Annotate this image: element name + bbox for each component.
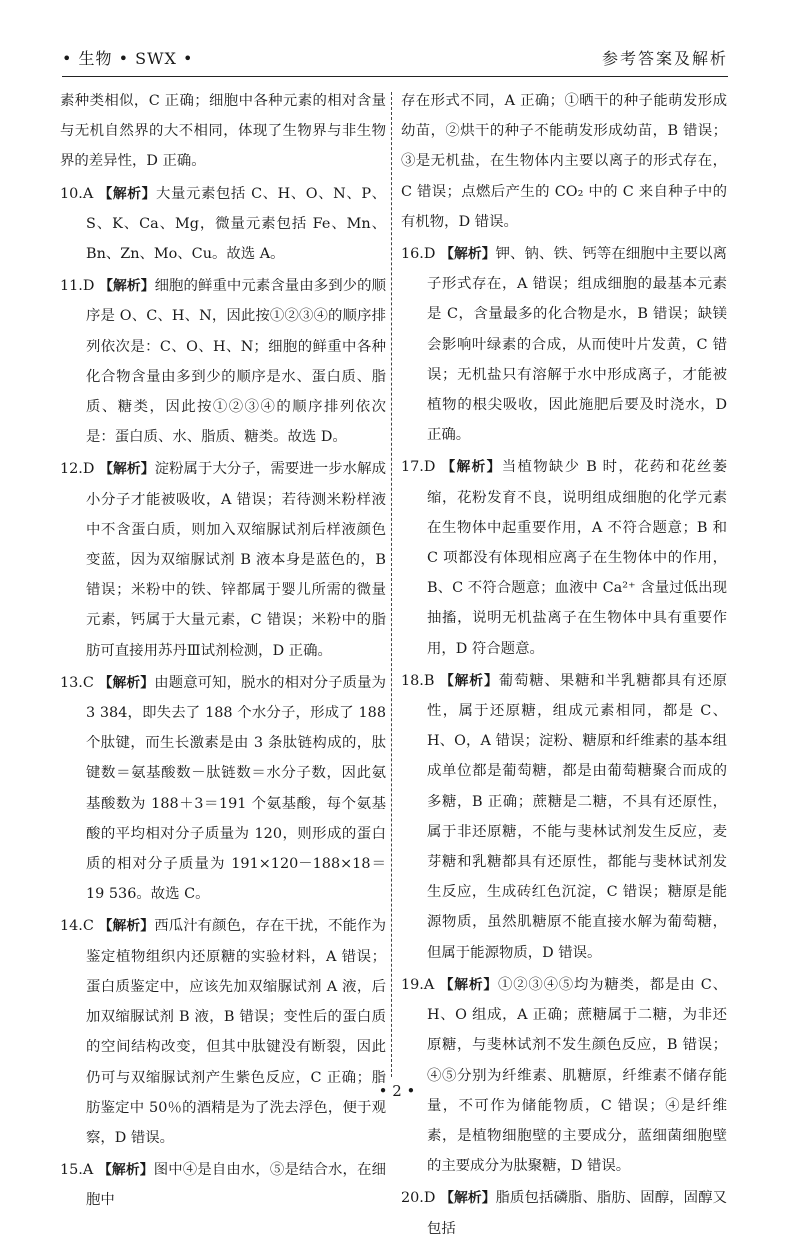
question-number: 11.D (60, 278, 95, 295)
answer-item (60, 1155, 386, 1215)
analysis-tag: 【解析】 (98, 185, 157, 202)
analysis-tag: 【解析】 (99, 461, 155, 478)
question-number: 14.C (60, 918, 94, 935)
analysis-tag: 【解析】 (441, 459, 502, 476)
answer-text: 钾、钠、铁、钙等在细胞中主要以离子形式存在，A 错误；组成细胞的最基本元素是 C，含量最多的化合物是水，B 错误；缺镁会影响叶绿素的合成，从而使叶片发黄，C 错误；无机盐只有溶解于水中形成离子，才能被植物的根尖吸收，因此施肥后要及时浇水，D 正确。 (427, 246, 727, 444)
answer-item (401, 239, 727, 450)
question-number: 13.C (60, 674, 94, 691)
analysis-tag: 【解析】 (98, 1162, 154, 1179)
continued-text (60, 86, 386, 177)
answer-item (401, 666, 727, 968)
question-number: 19.A (401, 976, 435, 993)
left-column (60, 86, 386, 1218)
answer-text: 葡萄糖、果糖和半乳糖都具有还原性，属于还原糖，组成元素相同，都是 C、H、O，A 错误；淀粉、糖原和纤维素的基本组成单位都是葡萄糖，都是由葡萄糖聚合而成的多糖，B 正确；蔗糖是二糖，不具有还原性，属于非还原糖，不能与斐林试剂发生反应，麦芽糖和乳糖都具有还原性，都能与斐林试剂发生反应，生成砖红色沉淀，C 错误；糖原是能源物质，虽然肌糖原不能直接水解为葡萄糖，但属于能源物质，D 错误。 (427, 672, 727, 961)
header-title: 参考答案及解析 (601, 49, 728, 68)
answer-text: 存在形式不同，A 正确；①晒干的种子能萌发形成幼苗，②烘干的种子不能萌发形成幼苗，B 错误；③是无机盐，在生物体内主要以离子的形式存在，C 错误；点燃后产生的 CO₂ 中的 C 来自种子中的有机物，D 错误。 (401, 93, 727, 230)
answer-item (60, 668, 386, 910)
answer-item (401, 970, 727, 1181)
answer-text: 大量元素包括 C、H、O、N、P、S、K、Ca、Mg，微量元素包括 Fe、Mn、Bn、Zn、Mo、Cu。故选 A。 (86, 185, 386, 263)
answer-item (401, 1183, 727, 1243)
question-number: 10.A (60, 185, 94, 202)
question-number: 15.A (60, 1162, 94, 1179)
analysis-tag: 【解析】 (99, 278, 155, 295)
answer-text: 当植物缺少 B 时，花药和花丝萎缩，花粉发育不良，说明组成细胞的化学元素在生物体中起重要作用，A 不符合题意；B 和 C 项都没有体现相应离子在生物体中的作用，B、C 不符合题意；血液中 Ca²⁺ 含量过低出现抽搐，说明无机盐离子在生物体中具有重要作用，D 符合题意。 (427, 459, 727, 657)
question-number: 18.B (401, 672, 435, 689)
question-number: 12.D (60, 461, 95, 478)
question-number: 16.D (401, 246, 436, 263)
header-subject: • 生物 • SWX • (62, 49, 194, 68)
analysis-tag: 【解析】 (98, 674, 155, 691)
answer-text: 图中④是自由水，⑤是结合水，在细胞中 (86, 1162, 387, 1209)
analysis-tag: 【解析】 (440, 246, 496, 263)
analysis-tag: 【解析】 (439, 672, 499, 689)
answer-item (60, 179, 386, 270)
answer-text: ①②③④⑤均为糖类，都是由 C、H、O 组成，A 正确；蔗糖属于二糖，为非还原糖，与斐林试剂不发生颜色反应，B 错误；④⑤分别为纤维素、肌糖原，纤维素不储存能量，不可作为储能物质，C 错误；④是纤维素，是植物细胞壁的主要成分，蓝细菌细胞壁的主要成分为肽聚糖，D 错误。 (427, 976, 728, 1175)
answer-text: 淀粉属于大分子，需要进一步水解成小分子才能被吸收，A 错误；若待测米粉样液中不含蛋白质，则加入双缩脲试剂后样液颜色变蓝，因为双缩脲试剂 B 液本身是蓝色的，B 错误；米粉中的铁、锌都属于婴儿所需的微量元素，钙属于大量元素，C 错误；米粉中的脂肪可直接用苏丹Ⅲ试剂检测，D 正确。 (86, 461, 386, 659)
answer-item (401, 452, 727, 663)
page-number: • 2 • (378, 1082, 416, 1100)
answer-item (60, 454, 386, 665)
page-header (62, 40, 728, 76)
analysis-tag: 【解析】 (439, 976, 499, 993)
column-divider (391, 92, 392, 1077)
answer-text: 脂质包括磷脂、脂肪、固醇，固醇又包括 (427, 1190, 727, 1237)
answer-text: 由题意可知，脱水的相对分子质量为 3 384，即失去了 188 个水分子，形成了 188 个肽键，而生长激素是由 3 条肽链构成的，肽键数＝氨基酸数－肽链数＝水分子数，因此氨基酸数为 188＋3＝191 个氨基酸，每个氨基酸的平均相对分子质量为 120，则形成的蛋白质的相对分子质量为 191×120－188×18＝19 536。故选 C。 (86, 674, 387, 903)
header-rule (62, 76, 728, 77)
analysis-tag: 【解析】 (98, 918, 155, 935)
answer-item (60, 911, 386, 1153)
answer-text: 细胞的鲜重中元素含量由多到少的顺序是 O、C、H、N，因此按①②③④的顺序排列依次是：C、O、H、N；细胞的鲜重中各种化合物含量由多到少的顺序是水、蛋白质、脂质、糖类，因此按①②③④的顺序排列依次是：蛋白质、水、脂质、糖类。故选 D。 (86, 278, 386, 446)
right-column (401, 86, 727, 1246)
question-number: 17.D (401, 459, 436, 476)
continued-text (401, 86, 727, 237)
question-number: 20.D (401, 1190, 436, 1207)
answer-item (60, 271, 386, 452)
analysis-tag: 【解析】 (440, 1190, 496, 1207)
answer-text: 西瓜汁有颜色，存在干扰，不能作为鉴定植物组织内还原糖的实验材料，A 错误；蛋白质鉴定中，应该先加双缩脲试剂 A 液，后加双缩脲试剂 B 液，B 错误；变性后的蛋白质的空间结构改变，但其中肽键没有断裂，因此仍可与双缩脲试剂产生紫色反应，C 正确；脂肪鉴定中 50％的酒精是为了洗去浮色，便于观察，D 错误。 (86, 918, 387, 1146)
answer-text: 素种类相似，C 正确；细胞中各种元素的相对含量与无机自然界的大不相同，体现了生物界与非生物界的差异性，D 正确。 (60, 93, 386, 170)
